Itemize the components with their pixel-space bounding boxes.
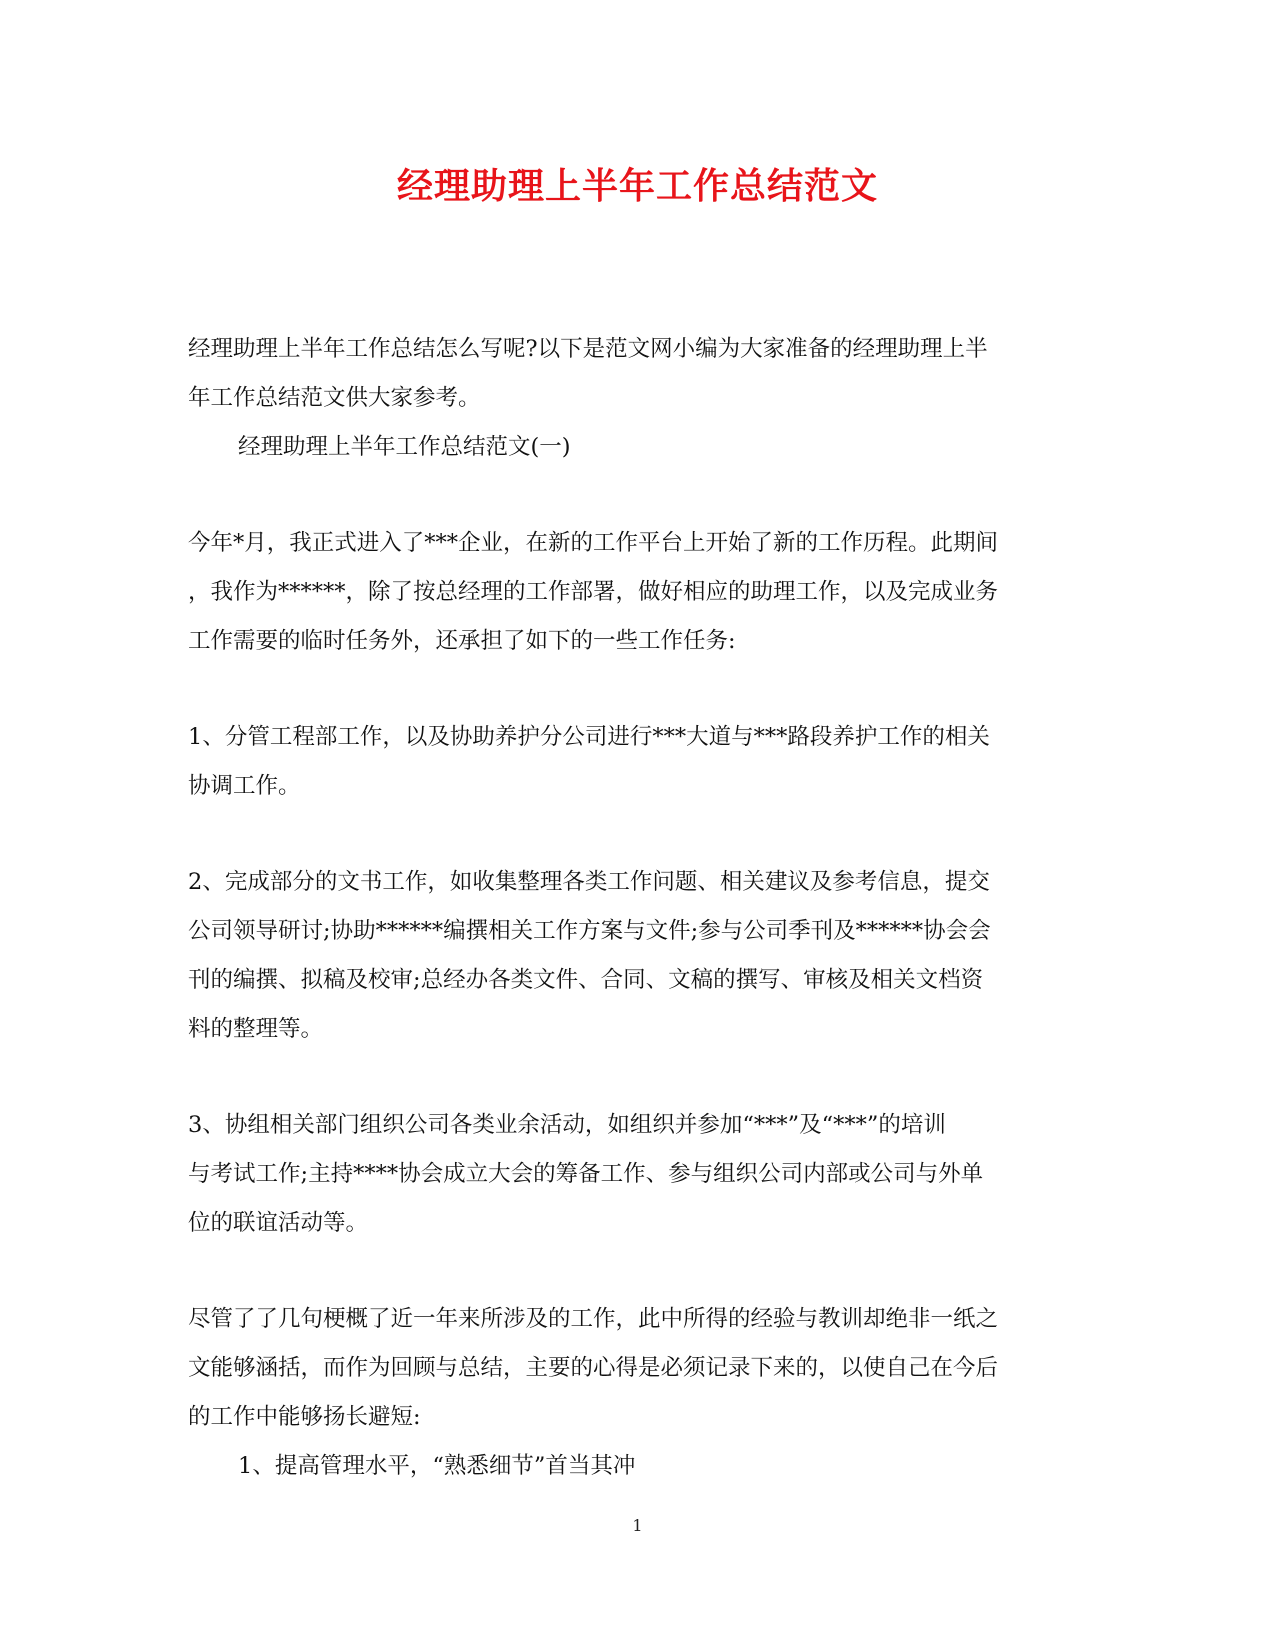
text-line: 公司领导研讨;协助******编撰相关工作方案与文件;参与公司季刊及******协会会 (188, 918, 991, 944)
text-line: 经理助理上半年工作总结范文(一) (238, 434, 571, 460)
list-item (188, 858, 1088, 1054)
text-line: 2、完成部分的文书工作，如收集整理各类工作问题、相关建议及参考信息，提交 (188, 869, 990, 895)
text-line: 的工作中能够扬长避短: (188, 1404, 421, 1430)
paragraph-gap (188, 666, 1088, 713)
text-line: 1、分管工程部工作，以及协助养护分公司进行***大道与***路段养护工作的相关 (188, 724, 990, 750)
text-line: 位的联谊活动等。 (188, 1210, 369, 1236)
paragraph-gap (188, 811, 1088, 858)
section-subtitle (188, 423, 1088, 472)
document-title: 经理助理上半年工作总结范文 (396, 165, 878, 207)
paragraph-gap (188, 1054, 1088, 1101)
page-number: 1 (632, 1516, 643, 1535)
text-line: ，我作为******，除了按总经理的工作部署，做好相应的助理工作，以及完成业务 (188, 579, 999, 605)
text-line: 刊的编撰、拟稿及校审;总经办各类文件、合同、文稿的撰写、审核及相关文档资 (188, 967, 984, 993)
text-line: 与考试工作;主持****协会成立大会的筹备工作、参与组织公司内部或公司与外单 (188, 1161, 984, 1187)
text-line: 尽管了了几句梗概了近一年来所涉及的工作，此中所得的经验与教训却绝非一纸之 (188, 1306, 999, 1332)
text-line: 工作需要的临时任务外，还承担了如下的一些工作任务: (188, 628, 736, 654)
list-item (188, 713, 1088, 811)
body-paragraph (188, 519, 1088, 666)
text-line: 1、提高管理水平，“熟悉细节”首当其冲 (238, 1453, 636, 1479)
paragraph-gap (188, 1248, 1088, 1295)
text-line: 今年*月，我正式进入了***企业，在新的工作平台上开始了新的工作历程。此期间 (188, 530, 999, 556)
text-line: 3、协组相关部门组织公司各类业余活动，如组织并参加“***”及“***”的培训 (188, 1112, 946, 1138)
list-item (188, 1101, 1088, 1248)
text-line: 年工作总结范文供大家参考。 (188, 385, 481, 411)
document-body (188, 325, 1088, 1491)
text-line: 料的整理等。 (188, 1016, 324, 1042)
section-heading (188, 1442, 1088, 1491)
body-paragraph (188, 1295, 1088, 1442)
intro-paragraph (188, 325, 1088, 423)
paragraph-gap (188, 472, 1088, 519)
text-line: 文能够涵括，而作为回顾与总结，主要的心得是必须记录下来的，以使自己在今后 (188, 1355, 999, 1381)
text-line: 协调工作。 (188, 773, 301, 799)
text-line: 经理助理上半年工作总结怎么写呢?以下是范文网小编为大家准备的经理助理上半 (188, 336, 988, 362)
